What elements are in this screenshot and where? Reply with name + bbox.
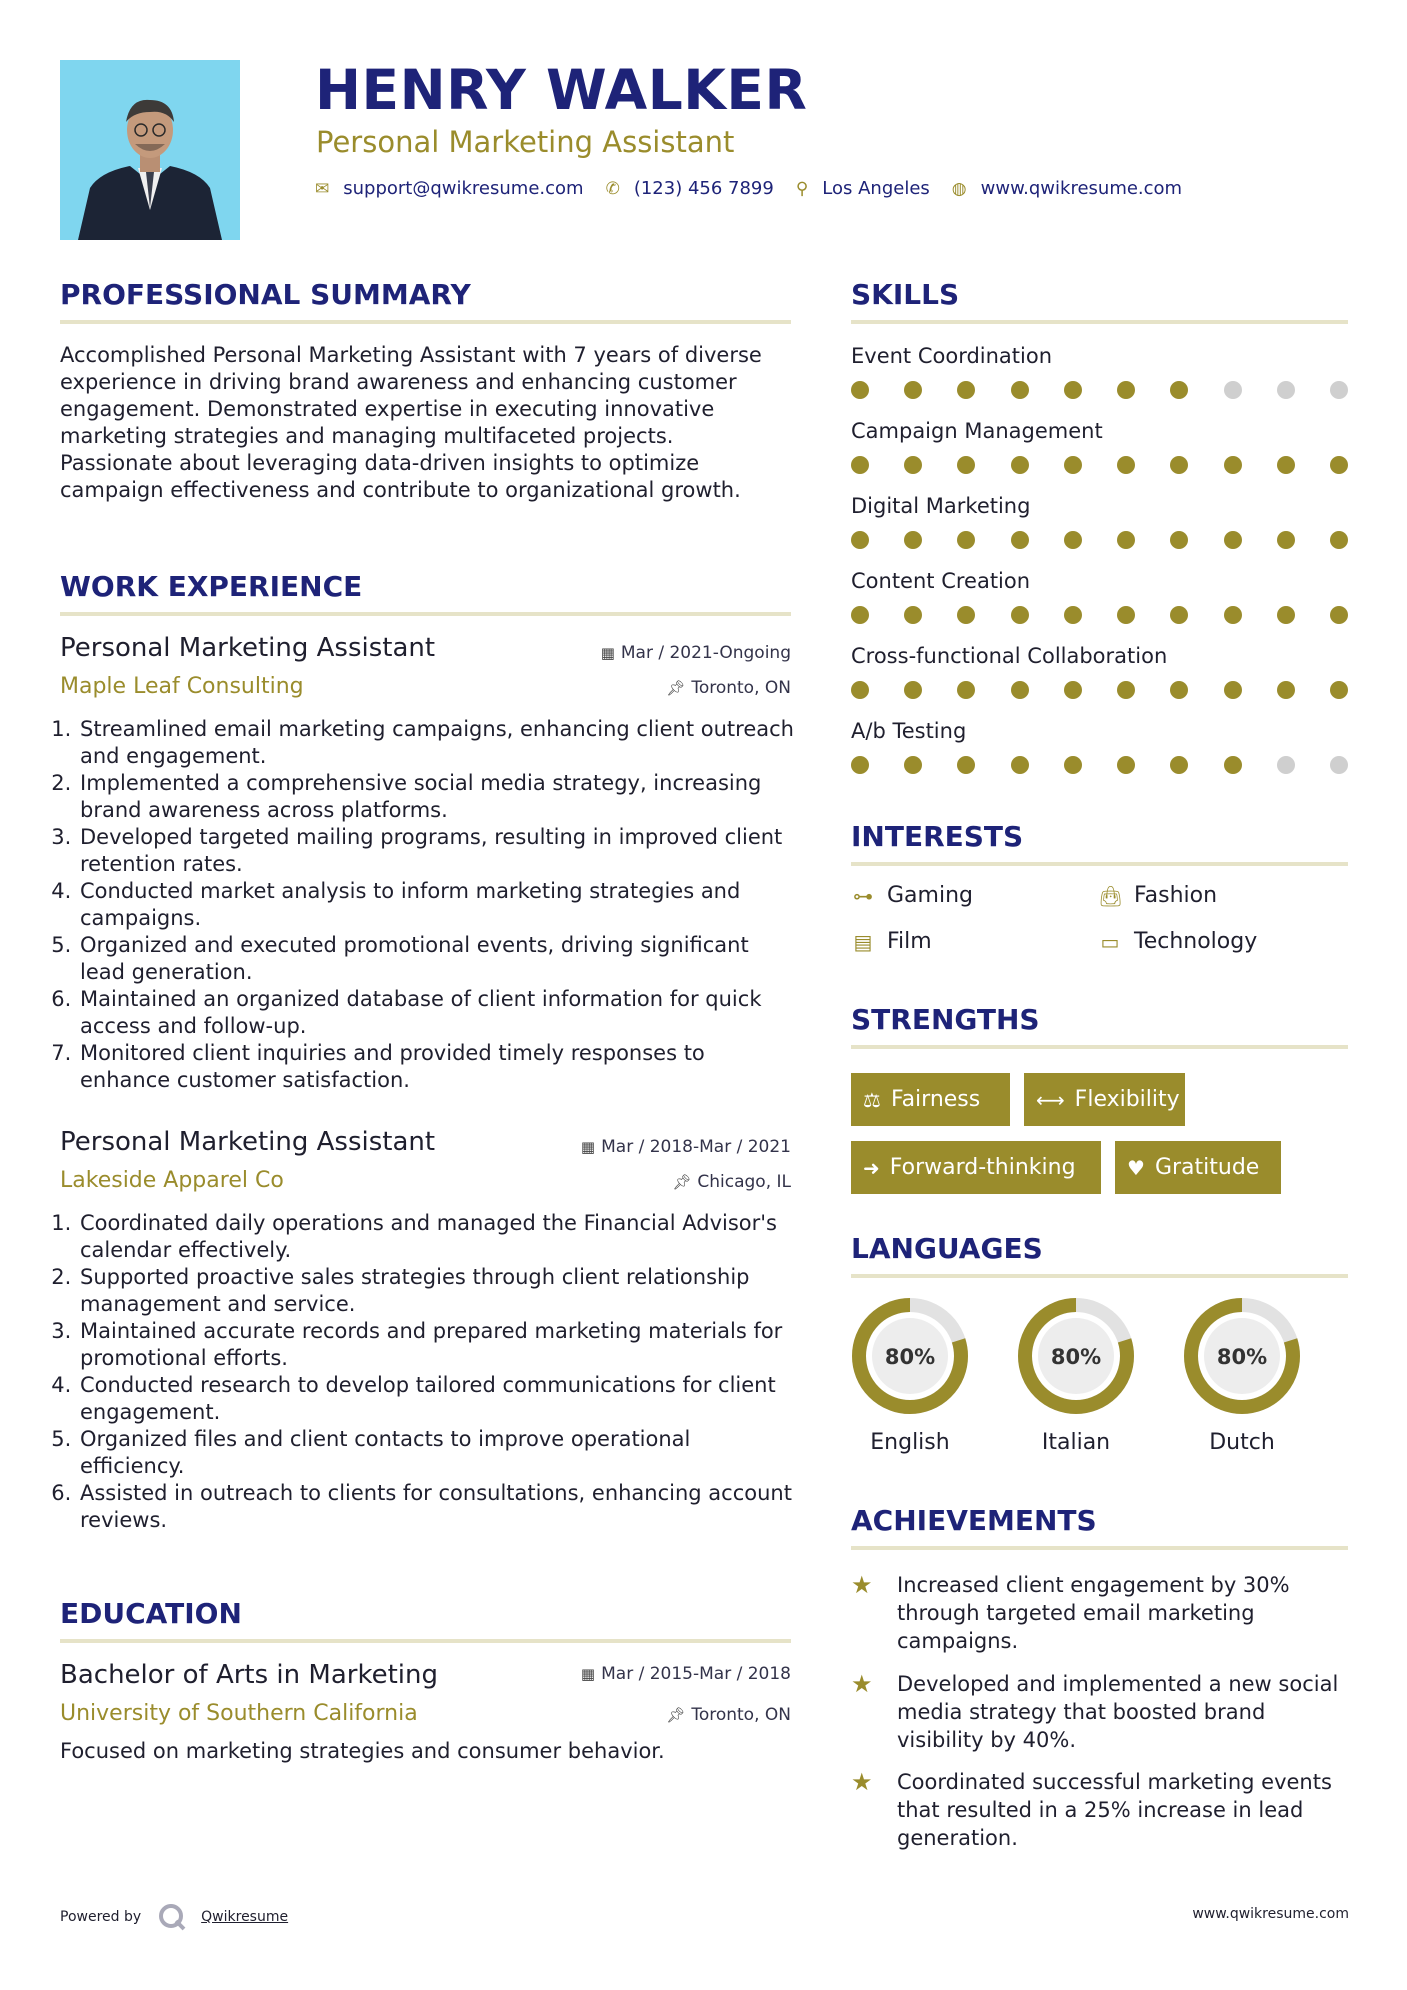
school-name: University of Southern California [60, 1701, 418, 1726]
experience-heading: WORK EXPERIENCE [60, 570, 363, 603]
list-item: 2. Supported proactive sales strategies through client relationship management and service. [78, 1264, 795, 1318]
skill-dot-filled [1117, 681, 1135, 699]
star-icon: ★ [851, 1768, 873, 1796]
skill-dot-filled [1170, 381, 1188, 399]
skill-dot-filled [1170, 756, 1188, 774]
strengths-heading: STRENGTHS [851, 1003, 1040, 1036]
strengths-divider [851, 1045, 1348, 1049]
calendar-icon: ▦ [580, 1138, 596, 1156]
skill-dot-empty [1330, 381, 1348, 399]
skill-dot-filled [957, 681, 975, 699]
skill-rating [851, 456, 1348, 476]
skill-dot-filled [1011, 531, 1029, 549]
profile-photo [60, 60, 240, 240]
calendar-icon: ▦ [600, 644, 615, 662]
language-ring [1180, 1294, 1304, 1418]
footer-powered-by [60, 1902, 288, 1932]
experience-divider [60, 612, 791, 616]
interest-item [1098, 883, 1217, 908]
job-title: Personal Marketing Assistant [60, 1127, 436, 1157]
skill-dot-filled [1224, 606, 1242, 624]
language-ring [848, 1294, 972, 1418]
skill-dot-filled [1170, 606, 1188, 624]
list-item: 6. Maintained an organized database of client information for quick access and follow-up. [78, 986, 795, 1040]
job-bullets [60, 1210, 795, 1534]
arrow-right-icon: ➜ [863, 1155, 880, 1180]
arrows-horizontal-icon: ⟷ [1036, 1087, 1065, 1112]
interest-label: Gaming [887, 883, 973, 908]
job-location-text: Chicago, IL [697, 1172, 791, 1192]
person-silhouette-icon [60, 60, 240, 240]
job-dates [601, 643, 791, 663]
contact-location: Los Angeles [822, 178, 930, 199]
skill-dot-filled [1117, 531, 1135, 549]
skill-dot-filled [1330, 531, 1348, 549]
list-item: 1. Coordinated daily operations and managed the Financial Advisor's calendar effectively. [78, 1210, 795, 1264]
pin-icon: 📌︎ [666, 679, 686, 697]
pin-icon: 📌︎ [666, 1706, 686, 1724]
footer-brand-link[interactable]: Qwikresume [201, 1909, 289, 1925]
job-location [672, 1172, 791, 1192]
language-name: English [870, 1430, 950, 1455]
powered-by-label: Powered by [60, 1909, 142, 1925]
languages-divider [851, 1274, 1348, 1278]
skill-dot-filled [1064, 456, 1082, 474]
achievements-divider [851, 1546, 1348, 1550]
interest-item [851, 883, 973, 908]
pin-icon: 📌︎ [672, 1173, 692, 1191]
skill-dot-filled [904, 606, 922, 624]
skill-rating [851, 756, 1348, 776]
calendar-icon: ▦ [580, 1665, 596, 1683]
education-location [666, 1705, 791, 1725]
skill-dot-filled [1011, 381, 1029, 399]
list-item: 5. Organized and executed promotional events, driving significant lead generation. [78, 932, 795, 986]
languages-heading: LANGUAGES [851, 1232, 1043, 1265]
interest-item [1098, 929, 1257, 954]
achievement-item [851, 1670, 1361, 1754]
skill-dot-filled [957, 606, 975, 624]
skill-dot-filled [1117, 606, 1135, 624]
skill-dot-filled [1224, 681, 1242, 699]
skill-dot-filled [1277, 681, 1295, 699]
list-item: 7. Monitored client inquiries and provided timely responses to enhance customer satisfaction. [78, 1040, 795, 1094]
heart-icon: ♥ [1127, 1155, 1145, 1180]
skill-dot-filled [851, 606, 869, 624]
skill-dot-filled [1064, 531, 1082, 549]
laptop-icon: ▭ [1100, 929, 1120, 954]
skill-name: Event Coordination [851, 344, 1053, 368]
skill-dot-filled [1170, 456, 1188, 474]
skill-dot-filled [1224, 456, 1242, 474]
skill-dot-filled [1170, 531, 1188, 549]
skills-heading: SKILLS [851, 278, 960, 311]
skill-dot-filled [1170, 681, 1188, 699]
skill-name: A/b Testing [851, 719, 967, 743]
list-item: 3. Developed targeted mailing programs, resulting in improved client retention rates. [78, 824, 795, 878]
skill-dot-filled [1330, 681, 1348, 699]
achievement-item [851, 1768, 1361, 1852]
job-title: Personal Marketing Assistant [60, 633, 436, 663]
achievement-text: Coordinated successful marketing events that resulted in a 25% increase in lead generation. [897, 1770, 1332, 1850]
strength-tag [851, 1073, 1010, 1126]
interest-label: Film [887, 929, 932, 954]
language-percent: 80% [1216, 1345, 1268, 1369]
interests-divider [851, 862, 1348, 866]
job-location-text: Toronto, ON [691, 678, 791, 698]
qwikresume-logo-icon [157, 1902, 187, 1932]
language-name: Italian [1041, 1430, 1111, 1455]
language-percent: 80% [884, 1345, 936, 1369]
job-dates-text: Mar / 2021-Ongoing [620, 643, 791, 663]
language-ring [1014, 1294, 1138, 1418]
summary-heading: PROFESSIONAL SUMMARY [60, 278, 471, 311]
skill-dot-filled [1011, 681, 1029, 699]
globe-icon: ◍ [951, 178, 967, 199]
skill-dot-filled [1064, 606, 1082, 624]
achievements-heading: ACHIEVEMENTS [851, 1504, 1097, 1537]
skill-dot-filled [957, 381, 975, 399]
contact-email[interactable]: support@qwikresume.com [343, 178, 584, 199]
skill-dot-empty [1277, 381, 1295, 399]
skill-dot-filled [851, 756, 869, 774]
job-bullets [60, 716, 795, 1094]
achievement-text: Increased client engagement by 30% through targeted email marketing campaigns. [897, 1573, 1290, 1653]
shopping-bag-icon: 👜︎ [1098, 883, 1124, 908]
interest-label: Fashion [1134, 883, 1218, 908]
contact-bar [315, 178, 1204, 199]
list-item: 1. Streamlined email marketing campaigns, enhancing client outreach and engagement. [78, 716, 795, 770]
summary-text: Accomplished Personal Marketing Assistant with 7 years of diverse experience in driving brand awareness and enhancing customer engagement. Demonstrated expertise in executing innovative marketing strategies and managing multifaceted projects. Passionate about leveraging data-driven insights to optimize campaign effectiveness and contribute to organizational growth. [60, 343, 762, 502]
skill-dot-filled [1011, 756, 1029, 774]
interest-label: Technology [1134, 929, 1258, 954]
skill-dot-empty [1277, 756, 1295, 774]
skill-name: Campaign Management [851, 419, 1103, 443]
job-location [666, 678, 791, 698]
gamepad-icon: ⊶ [853, 883, 873, 908]
list-item: 4. Conducted market analysis to inform marketing strategies and campaigns. [78, 878, 795, 932]
phone-icon: ✆ [605, 178, 620, 199]
skill-dot-empty [1330, 756, 1348, 774]
skill-dot-filled [1277, 456, 1295, 474]
education-divider [60, 1639, 791, 1643]
language-percent: 80% [1050, 1345, 1102, 1369]
interest-item [851, 929, 932, 954]
strength-label: Fairness [890, 1087, 981, 1112]
list-item: 6. Assisted in outreach to clients for consultations, enhancing account reviews. [78, 1480, 795, 1534]
list-item: 5. Organized files and client contacts to improve operational efficiency. [78, 1426, 795, 1480]
job-company: Lakeside Apparel Co [60, 1168, 284, 1193]
skill-dot-filled [1330, 456, 1348, 474]
language-name: Dutch [1209, 1430, 1275, 1455]
job-dates [581, 1137, 791, 1157]
envelope-icon: ✉ [315, 178, 330, 199]
skills-divider [851, 320, 1348, 324]
skill-rating [851, 606, 1348, 626]
skill-dot-filled [1064, 381, 1082, 399]
education-location-text: Toronto, ON [691, 1705, 791, 1725]
education-description: Focused on marketing strategies and consumer behavior. [60, 1739, 665, 1763]
skill-dot-filled [904, 381, 922, 399]
skill-dot-filled [1011, 606, 1029, 624]
strength-label: Gratitude [1154, 1155, 1260, 1180]
skill-dot-filled [1330, 606, 1348, 624]
list-item: 4. Conducted research to develop tailored communications for client engagement. [78, 1372, 795, 1426]
strength-tag [851, 1141, 1101, 1194]
interests-heading: INTERESTS [851, 820, 1024, 853]
skill-dot-filled [1117, 756, 1135, 774]
skill-dot-filled [851, 381, 869, 399]
achievement-item [851, 1571, 1361, 1655]
skill-dot-filled [904, 756, 922, 774]
education-dates-text: Mar / 2015-Mar / 2018 [601, 1664, 791, 1684]
skill-name: Digital Marketing [851, 494, 1031, 518]
skill-dot-filled [957, 456, 975, 474]
candidate-role: Personal Marketing Assistant [316, 125, 735, 159]
star-icon: ★ [851, 1571, 873, 1599]
job-dates-text: Mar / 2018-Mar / 2021 [601, 1137, 791, 1157]
degree-title: Bachelor of Arts in Marketing [60, 1660, 438, 1690]
skill-dot-filled [1117, 381, 1135, 399]
strength-tag [1115, 1141, 1281, 1194]
skill-dot-filled [1277, 531, 1295, 549]
education-heading: EDUCATION [60, 1597, 242, 1630]
list-item: 3. Maintained accurate records and prepared marketing materials for promotional efforts. [78, 1318, 795, 1372]
skill-dot-filled [851, 531, 869, 549]
skill-dot-filled [1011, 456, 1029, 474]
summary-divider [60, 320, 791, 324]
strength-label: Forward-thinking [889, 1155, 1076, 1180]
achievement-text: Developed and implemented a new social media strategy that boosted brand visibility by 40%. [897, 1672, 1339, 1752]
skill-dot-filled [1117, 456, 1135, 474]
balance-scale-icon: ⚖ [863, 1087, 881, 1112]
education-dates [581, 1664, 791, 1684]
skill-rating [851, 381, 1348, 401]
skill-dot-filled [1277, 606, 1295, 624]
strength-label: Flexibility [1074, 1087, 1180, 1112]
candidate-name: HENRY WALKER [315, 58, 808, 122]
skill-dot-filled [1224, 756, 1242, 774]
contact-phone[interactable]: (123) 456 7899 [633, 178, 774, 199]
list-item: 2. Implemented a comprehensive social media strategy, increasing brand awareness across platforms. [78, 770, 795, 824]
skill-dot-filled [904, 531, 922, 549]
skill-dot-empty [1224, 381, 1242, 399]
skill-dot-filled [851, 681, 869, 699]
strength-tag [1024, 1073, 1185, 1126]
skill-dot-filled [904, 681, 922, 699]
footer-website[interactable]: www.qwikresume.com [1192, 1906, 1349, 1922]
job-company: Maple Leaf Consulting [60, 674, 304, 699]
film-icon: ▤ [853, 929, 873, 954]
skill-dot-filled [1064, 681, 1082, 699]
skill-name: Cross-functional Collaboration [851, 644, 1168, 668]
skill-dot-filled [904, 456, 922, 474]
skill-rating [851, 681, 1348, 701]
skill-dot-filled [957, 531, 975, 549]
skill-rating [851, 531, 1348, 551]
skill-dot-filled [851, 456, 869, 474]
skill-dot-filled [1064, 756, 1082, 774]
map-marker-icon: ⚲ [795, 178, 809, 199]
skill-dot-filled [1224, 531, 1242, 549]
skill-dot-filled [957, 756, 975, 774]
contact-website[interactable]: www.qwikresume.com [980, 178, 1183, 199]
star-icon: ★ [851, 1670, 873, 1698]
skill-name: Content Creation [851, 569, 1031, 593]
